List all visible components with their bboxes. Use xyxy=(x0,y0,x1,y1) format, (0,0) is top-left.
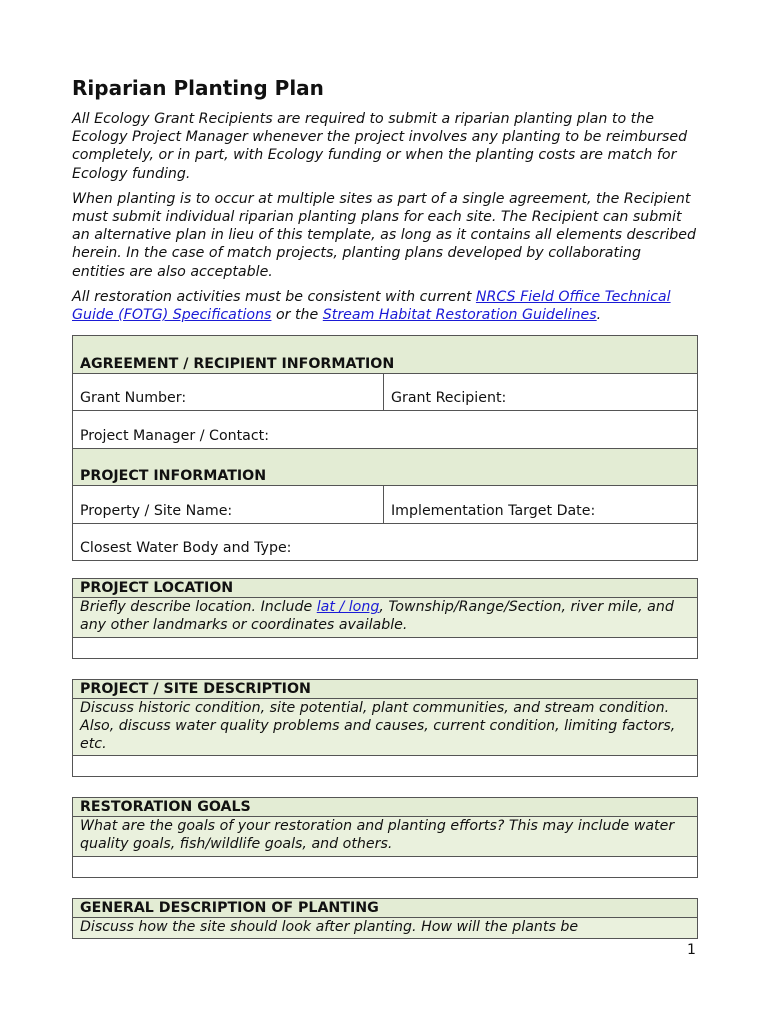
restoration-goals-section xyxy=(72,797,698,877)
grant-row xyxy=(73,374,697,411)
planting-description-section xyxy=(72,898,698,939)
agreement-header xyxy=(73,336,697,374)
site-description-instructions: Discuss historic condition, site potential, plant communities, and stream condition. Also, discuss water quality problems and causes, current condition, limiting factors, etc. xyxy=(73,699,697,757)
site-row xyxy=(73,486,697,524)
agreement-header-label: AGREEMENT / RECIPIENT INFORMATION xyxy=(80,356,395,373)
grant-number-label: Grant Number: xyxy=(80,390,187,407)
site-name-label: Property / Site Name: xyxy=(80,503,233,520)
water-body-label: Closest Water Body and Type: xyxy=(80,540,292,557)
project-location-section xyxy=(72,578,698,658)
project-location-header: PROJECT LOCATION xyxy=(73,579,697,598)
planting-description-header: GENERAL DESCRIPTION OF PLANTING xyxy=(73,899,697,918)
page-title: Riparian Planting Plan xyxy=(72,76,324,100)
intro-text-a: All restoration activities must be consistent with current xyxy=(72,288,476,305)
manager-row xyxy=(73,411,697,449)
info-table xyxy=(72,335,698,561)
intro-paragraph-1: All Ecology Grant Recipients are required to submit a riparian planting plan to the Ecology Project Manager whenever the project involves any planting to be reimbursed completely, or in part, with Ecology funding or when the planting costs are match for Ecology funding. xyxy=(72,111,688,182)
restoration-goals-input[interactable] xyxy=(73,857,697,877)
planting-description-instructions: Discuss how the site should look after planting. How will the plants be xyxy=(73,918,697,938)
project-info-header-label: PROJECT INFORMATION xyxy=(80,468,267,485)
stream-habitat-guidelines-link[interactable]: Stream Habitat Restoration Guidelines xyxy=(322,307,597,324)
restoration-goals-instructions: What are the goals of your restoration and planting efforts? This may include water quality goals, fish/wildlife goals, and others. xyxy=(73,817,697,856)
project-location-input[interactable] xyxy=(73,638,697,658)
water-body-row xyxy=(73,524,697,560)
location-text-a: Briefly describe location. Include xyxy=(80,599,317,616)
location-text-b: , Township/Range/Section, river mile, and any other landmarks or coordinates available. xyxy=(80,599,674,634)
lat-long-link[interactable]: lat / long xyxy=(316,599,380,616)
grant-recipient-field[interactable] xyxy=(384,374,697,410)
project-manager-field[interactable] xyxy=(73,411,697,448)
intro-text-b: or the xyxy=(271,307,323,324)
grant-number-field[interactable] xyxy=(73,374,384,410)
site-name-field[interactable] xyxy=(73,486,384,523)
target-date-field[interactable] xyxy=(384,486,697,523)
target-date-label: Implementation Target Date: xyxy=(391,503,596,520)
intro-paragraph-2: When planting is to occur at multiple sites as part of a single agreement, the Recipient must submit individual riparian planting plans for each site. The Recipient can submit an alternative plan in lieu of this template, as long as it contains all elements described herein. In the case of match projects, planting plans developed by collaborating entities are also acceptable. xyxy=(72,190,696,280)
intro-text-c: . xyxy=(596,307,602,324)
project-info-header xyxy=(73,449,697,486)
project-location-instructions xyxy=(73,598,697,637)
page-number: 1 xyxy=(687,942,696,958)
project-manager-label: Project Manager / Contact: xyxy=(80,428,270,445)
water-body-field[interactable] xyxy=(73,524,697,560)
restoration-goals-header: RESTORATION GOALS xyxy=(73,798,697,817)
site-description-header: PROJECT / SITE DESCRIPTION xyxy=(73,680,697,699)
site-description-input[interactable] xyxy=(73,756,697,776)
grant-recipient-label: Grant Recipient: xyxy=(391,390,507,407)
document-page xyxy=(72,76,698,939)
nrcs-fotg-link[interactable]: NRCS Field Office Technical Guide (FOTG) Specifications xyxy=(72,288,671,324)
site-description-section xyxy=(72,679,698,778)
intro-paragraph-3 xyxy=(72,288,698,324)
